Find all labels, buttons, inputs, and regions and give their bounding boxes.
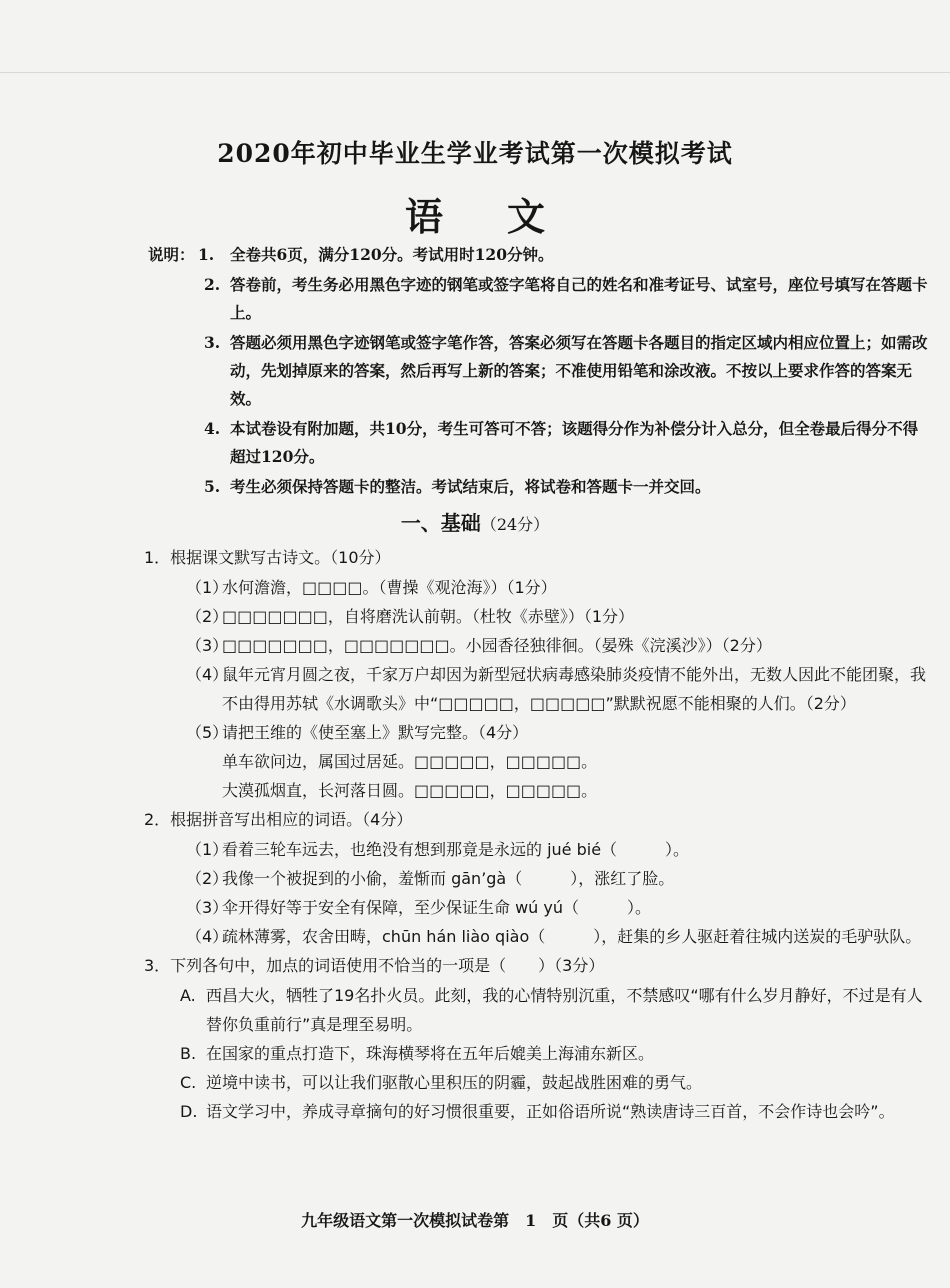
poem-line: 单车欲问边，属国过居延。□□□□□，□□□□□。: [222, 752, 598, 771]
instruction-item: 说明： 1. 全卷共6页，满分120分。考试用时120分钟。: [148, 241, 928, 269]
instruction-item: 3. 答题必须用黑色字迹钢笔或签字笔作答，答案必须写在答题卡各题目的指定区域内相应位置上；如需改动，先划掉原来的答案，然后再写上新的答案；不准使用铅笔和涂改液。不按以上要求作答的答案无效。: [204, 333, 928, 408]
question-2-stem: 2．根据拼音写出相应的词语。（4分）: [144, 810, 413, 829]
question-1-stem: 1．根据课文默写古诗文。（10分）: [144, 548, 391, 567]
instruction-item: 2. 答卷前，考生务必用黑色字迹的钢笔或签字笔将自己的姓名和准考证号、试室号，座位号填写在答题卡上。: [204, 275, 928, 322]
instructions: [148, 241, 928, 503]
question-1-item: （5） 请把王维的《使至塞上》默写完整。（4分）: [186, 723, 529, 742]
question-3-stem: 3．下列各句中，加点的词语使用不恰当的一项是（ ）（3分）: [144, 956, 605, 975]
questions: [144, 543, 934, 1126]
instructions-lead: 说明：: [148, 245, 195, 264]
question-2-item: （4） 疏林薄雾，农舍田畴，chūn hán liào qiào（ ），赶集的乡人驱赶着往城内送炭的毛驴驮队。: [186, 927, 922, 946]
question-2-item: （3） 伞开得好等于安全有保障，至少保证生命 wú yú（ ）。: [186, 898, 652, 917]
question-1-item: （2） □□□□□□□，自将磨洗认前朝。（杜牧《赤壁》）（1分）: [186, 607, 635, 626]
page-footer: 九年级语文第一次模拟试卷第 1 页（共6 页）: [301, 1211, 649, 1230]
poem-line: 大漠孤烟直，长河落日圆。□□□□□，□□□□□。: [222, 781, 598, 800]
section-heading: 一、基础（24分）: [400, 511, 550, 535]
instruction-item: 4. 本试卷设有附加题，共10分，考生可答可不答；该题得分作为补偿分计入总分，但全卷最后得分不得超过120分。: [204, 419, 919, 466]
question-3-option: C. 逆境中读书，可以让我们驱散心里积压的阴霾，鼓起战胜困难的勇气。: [180, 1073, 703, 1092]
question-1-item: （3） □□□□□□□，□□□□□□□。小园香径独徘徊。（晏殊《浣溪沙》）（2分）: [186, 636, 772, 655]
question-2-item: （1） 看着三轮车远去，也绝没有想到那竟是永远的 jué bié（ ）。: [186, 840, 690, 859]
question-1-item: （1） 水何澹澹，□□□□。（曹操《观沧海》）（1分）: [186, 578, 557, 597]
subject-title: 语文: [404, 194, 609, 239]
question-3-option: B. 在国家的重点打造下，珠海横琴将在五年后媲美上海浦东新区。: [180, 1044, 655, 1063]
question-3-option: A. 西昌大火，牺牲了19名扑火员。此刻，我的心情特别沉重，不禁感叹“哪有什么岁月静好，不过是有人替你负重前行”真是理至易明。: [180, 986, 923, 1034]
question-1-item: （4） 鼠年元宵月圆之夜，千家万户却因为新型冠状病毒感染肺炎疫情不能外出，无数人因此不能团聚，我不由得用苏轼《水调歌头》中“□□□□□，□□□□□”默默祝愿不能相聚的人们。（2分）: [186, 665, 927, 713]
question-2-item: （2） 我像一个被捉到的小偷，羞惭而 gān’gà（ ），涨红了脸。: [186, 869, 675, 888]
instruction-item: 5. 考生必须保持答题卡的整洁。考试结束后，将试卷和答题卡一并交回。: [204, 477, 711, 496]
question-3-option: D. 语文学习中，养成寻章摘句的好习惯很重要，正如俗语所说“熟读唐诗三百首，不会作诗也会吟”。: [180, 1102, 895, 1121]
scan-line: [0, 72, 950, 73]
exam-title: 2020年初中毕业生学业考试第一次模拟考试: [217, 139, 733, 168]
